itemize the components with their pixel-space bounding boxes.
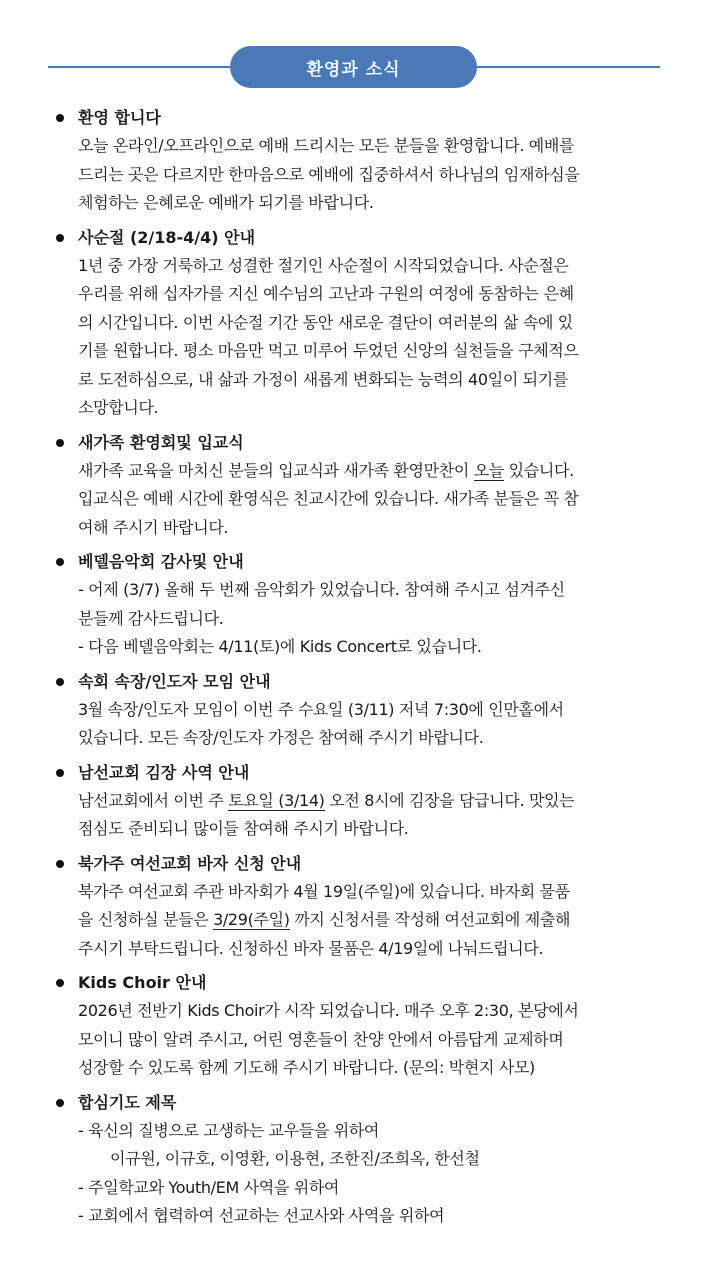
bullet-icon	[56, 114, 64, 122]
announcement-line: 3월 속장/인도자 모임이 이번 주 수요일 (3/11) 저녁 7:30에 인만홀에서	[78, 699, 564, 719]
announcement-line: 기를 원합니다. 평소 마음만 먹고 미루어 두었던 신앙의 실천들을 구체적으	[78, 341, 579, 360]
prayer-names: 이규원, 이규호, 이영환, 이용현, 조한진/조희옥, 한선철	[110, 1149, 480, 1168]
announcement-line: - 주일학교와 Youth/EM 사역을 위하여	[78, 1177, 340, 1197]
announcement-line: 소망합니다.	[78, 398, 159, 417]
announcement-item	[52, 969, 652, 1083]
announcement-line: 로 도전하심으로, 내 삶과 가정이 새롭게 변화되는 능력의 40일이 되기를	[78, 369, 568, 389]
bullet-icon	[56, 860, 64, 868]
announcement-title	[52, 850, 652, 878]
announcement-title-text: Kids Choir 안내	[78, 973, 207, 992]
announcement-title-text: 합심기도 제목	[78, 1092, 177, 1112]
underlined-text: 토요일 (3/14)	[228, 790, 325, 810]
line-text: 새가족 교육을 마치신 분들의 입교식과 새가족 환영만찬이	[78, 460, 474, 480]
announcement-line	[52, 906, 652, 935]
line-text: 남선교회에서 이번 주	[78, 790, 229, 810]
announcement-item	[52, 668, 652, 753]
announcement-line: - 교회에서 협력하여 선교하는 선교사와 사역을 위하여	[78, 1206, 445, 1225]
announcement-title	[52, 759, 652, 787]
announcement-line: 있습니다. 모든 속장/인도자 가정은 참여해 주시기 바랍니다.	[78, 728, 484, 747]
announcement-line: 체험하는 은혜로운 예배가 되기를 바랍니다.	[78, 193, 374, 212]
announcement-item	[52, 429, 652, 543]
section-header	[48, 46, 660, 88]
bullet-icon	[56, 769, 64, 777]
announcement-title	[52, 668, 652, 696]
announcement-line: 모이니 많이 알려 주시고, 어린 영혼들이 찬양 안에서 아름답게 교제하며	[78, 1029, 564, 1049]
announcement-item	[52, 1089, 652, 1231]
announcement-title-text: 베델음악회 감사및 안내	[78, 552, 244, 571]
announcement-line: - 어제 (3/7) 올해 두 번째 음악회가 있었습니다. 참여해 주시고 섬겨주신	[78, 580, 565, 599]
announcement-line: 점심도 준비되니 많이들 참여해 주시기 바랍니다.	[78, 819, 409, 838]
announcement-title-text: 사순절 (2/18-4/4) 안내	[78, 227, 256, 247]
line-text: 오전 8시에 김장을 담급니다. 맛있는	[324, 790, 575, 810]
announcement-title-text: 북가주 여선교회 바자 신청 안내	[78, 853, 302, 873]
announcement-line: 북가주 여선교회 주관 바자회가 4월 19일(주일)에 있습니다. 바자회 물품	[78, 881, 570, 901]
bullet-icon	[56, 234, 64, 242]
bullet-icon	[56, 678, 64, 686]
announcement-item	[52, 104, 652, 218]
announcement-title	[52, 429, 652, 457]
line-text: 있습니다.	[503, 460, 574, 480]
bullet-icon	[56, 1099, 64, 1107]
announcement-title	[52, 224, 652, 252]
announcement-line: - 다음 베델음악회는 4/11(토)에 Kids Concert로 있습니다.	[78, 637, 482, 656]
announcement-item	[52, 224, 652, 423]
announcement-line	[52, 457, 652, 486]
announcement-line: - 육신의 질병으로 고생하는 교우들을 위하여	[78, 1120, 380, 1140]
announcement-line: 1년 중 가장 거룩하고 성결한 절기인 사순절이 시작되었습니다. 사순절은	[78, 255, 569, 275]
announcement-title	[52, 548, 652, 576]
announcement-line: 오늘 온라인/오프라인으로 예배 드리시는 모든 분들을 환영합니다. 예배를	[78, 136, 575, 155]
announcement-title	[52, 1089, 652, 1117]
announcement-title-text: 속회 속장/인도자 모임 안내	[78, 671, 271, 691]
announcement-item	[52, 759, 652, 844]
announcements-list	[52, 104, 652, 1237]
announcement-line: 성장할 수 있도록 함께 기도해 주시기 바랍니다. (문의: 박현지 사모)	[78, 1058, 535, 1077]
announcement-item	[52, 548, 652, 662]
header-title: 환영과 소식	[230, 46, 477, 88]
announcement-line: 분들께 감사드립니다.	[78, 608, 224, 628]
announcement-line: 2026년 전반기 Kids Choir가 시작 되었습니다. 매주 오후 2:30, 본당에서	[78, 1001, 579, 1020]
underlined-text: 3/29(주일)	[213, 910, 290, 929]
announcement-line: 입교식은 예배 시간에 환영식은 친교시간에 있습니다. 새가족 분들은 꼭 참	[78, 489, 579, 508]
announcement-line	[52, 787, 652, 816]
announcement-line: 주시기 부탁드립니다. 신청하신 바자 물품은 4/19일에 나눠드립니다.	[78, 938, 544, 958]
announcement-line: 드리는 곳은 다르지만 한마음으로 예배에 집중하셔서 하나님의 임재하심을	[78, 164, 580, 184]
announcement-line: 의 시간입니다. 이번 사순절 기간 동안 새로운 결단이 여러분의 삶 속에 있	[78, 312, 573, 332]
underlined-text: 오늘	[473, 460, 504, 480]
line-text: 을 신청하실 분들은	[78, 910, 214, 929]
announcement-line: 우리를 위해 십자가를 지신 예수님의 고난과 구원의 여정에 동참하는 은혜	[78, 284, 574, 303]
announcement-title-text: 남선교회 김장 사역 안내	[78, 762, 250, 782]
announcement-title-text: 환영 합니다	[78, 108, 161, 127]
line-text: 까지 신청서를 작성해 여선교회에 제출해	[289, 910, 571, 929]
announcement-line: 여해 주시기 바랍니다.	[78, 517, 229, 537]
bullet-icon	[56, 439, 64, 447]
announcement-title	[52, 104, 652, 132]
announcement-title	[52, 969, 652, 997]
announcement-title-text: 새가족 환영회및 입교식	[78, 432, 244, 452]
bullet-icon	[56, 979, 64, 987]
announcement-item	[52, 850, 652, 964]
bullet-icon	[56, 558, 64, 566]
